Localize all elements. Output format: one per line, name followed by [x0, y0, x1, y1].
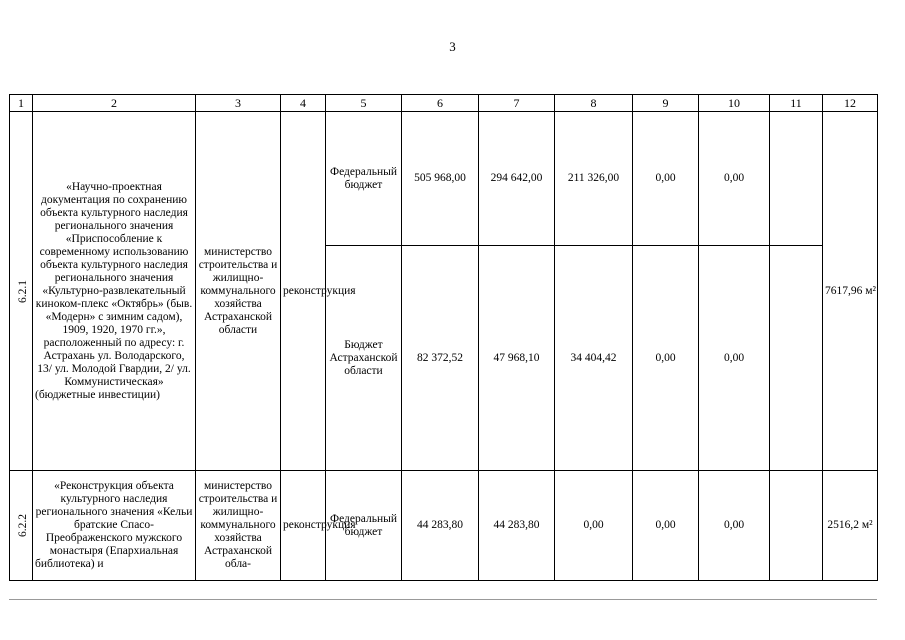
header-cell: 4: [281, 95, 326, 112]
type-cell: реконструкция: [281, 112, 326, 471]
row-number: 6.2.2: [17, 514, 29, 537]
value-cell: 82 372,52: [402, 246, 479, 471]
header-cell: 5: [326, 95, 402, 112]
funding-source-cell: Федеральный бюджет: [326, 471, 402, 581]
funding-source-cell: Федеральный бюджет: [326, 112, 402, 246]
area-cell: 2516,2 м²: [823, 471, 878, 581]
header-cell: 12: [823, 95, 878, 112]
header-cell: 9: [633, 95, 699, 112]
header-cell: 11: [770, 95, 823, 112]
type-cell: реконструкция: [281, 471, 326, 581]
value-cell: [770, 112, 823, 246]
value-cell: 0,00: [555, 471, 633, 581]
value-cell: 0,00: [699, 246, 770, 471]
header-cell: 10: [699, 95, 770, 112]
value-cell: 0,00: [633, 471, 699, 581]
header-row: [10, 95, 878, 112]
description-cell: «Научно-проектная документация по сохранению объекта культурного наследия регионального значения «Приспособление к современному использованию объекта культурного наследия регионального значения «Культурно-развлекательный киноком-плекс «Октябрь» (быв. «Модерн» с зимним садом), 1909, 1920, 1970 гг.», расположенный по адресу: г. Астрахань ул. Володарского, 13/ ул. Молодой Гвардии, 2/ ул. Коммунистическая» (бюджетные инвестиции): [33, 112, 196, 471]
value-cell: 294 642,00: [479, 112, 555, 246]
value-cell: 44 283,80: [479, 471, 555, 581]
value-cell: 47 968,10: [479, 246, 555, 471]
table-row: [10, 471, 878, 581]
header-cell: 7: [479, 95, 555, 112]
executor-cell: министерство строительства и жилищно-коммунального хозяйства Астраханской области: [196, 112, 281, 471]
value-cell: 505 968,00: [402, 112, 479, 246]
header-cell: 6: [402, 95, 479, 112]
value-cell: 0,00: [699, 112, 770, 246]
funding-source-cell: Бюджет Астраханской области: [326, 246, 402, 471]
header-cell: 1: [10, 95, 33, 112]
header-cell: 3: [196, 95, 281, 112]
program-table: [9, 94, 878, 581]
row-number: 6.2.1: [17, 279, 29, 303]
row-number-cell: [10, 112, 33, 471]
area-cell: 7617,96 м²: [823, 112, 878, 471]
table-row: [10, 112, 878, 246]
value-cell: 211 326,00: [555, 112, 633, 246]
value-cell: [770, 246, 823, 471]
row-number-cell: [10, 471, 33, 581]
page-divider: [9, 599, 877, 600]
header-cell: 8: [555, 95, 633, 112]
executor-cell: министерство строительства и жилищно-коммунального хозяйства Астраханской обла-: [196, 471, 281, 581]
value-cell: 0,00: [633, 246, 699, 471]
value-cell: 44 283,80: [402, 471, 479, 581]
value-cell: [770, 471, 823, 581]
value-cell: 0,00: [699, 471, 770, 581]
page-number: 3: [449, 39, 456, 54]
header-cell: 2: [33, 95, 196, 112]
value-cell: 0,00: [633, 112, 699, 246]
description-cell: «Реконструкция объекта культурного наследия регионального значения «Кельи братские Спасо-Преображенского мужского монастыря (Епархиальная библиотека) и: [33, 471, 196, 581]
value-cell: 34 404,42: [555, 246, 633, 471]
